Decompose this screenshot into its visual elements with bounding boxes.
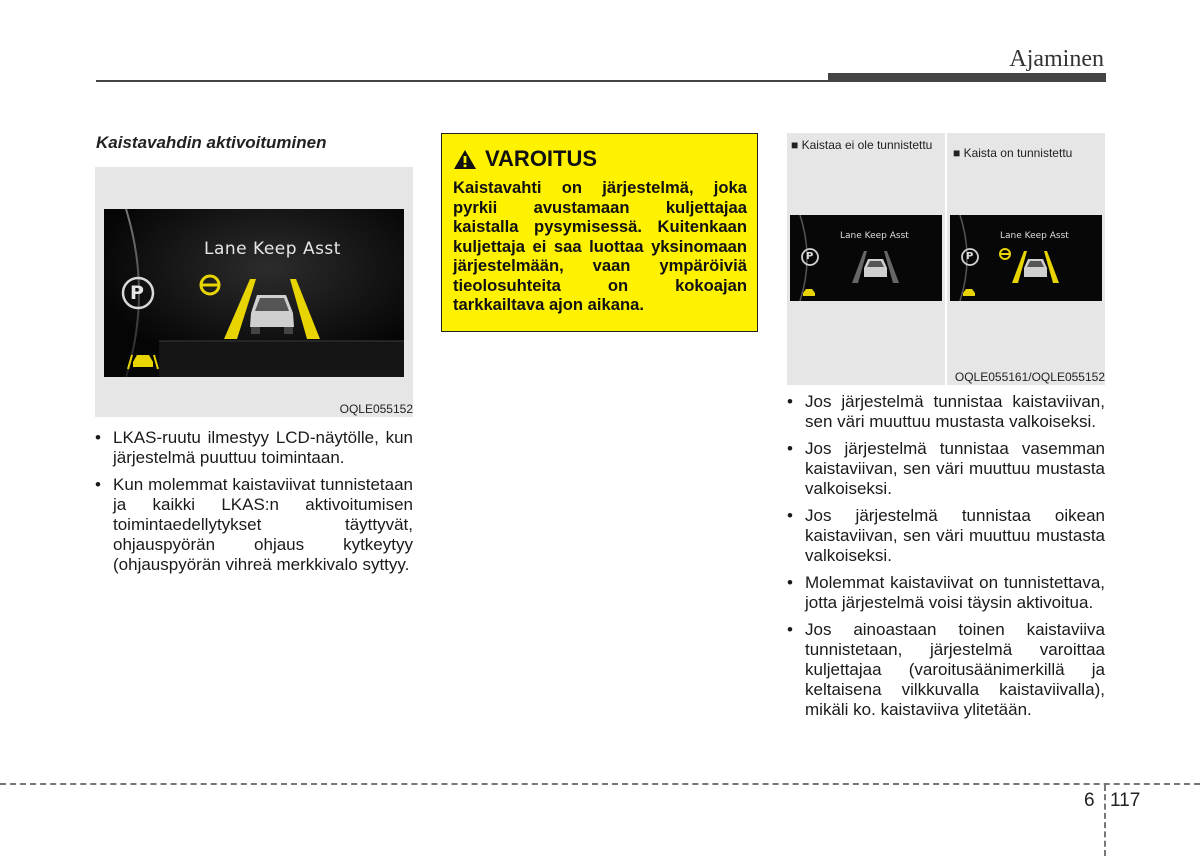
car-rear-icon bbox=[1024, 259, 1047, 277]
right-figure bbox=[787, 133, 1105, 385]
lcd-illustration bbox=[104, 209, 404, 377]
car-rear-icon bbox=[864, 259, 887, 277]
figure-code: OQLE055161/OQLE055152 bbox=[954, 370, 1105, 384]
header-rule-thick bbox=[828, 73, 1106, 82]
footer-vertical-rule bbox=[1104, 785, 1106, 856]
lcd-title: Lane Keep Asst bbox=[204, 239, 341, 259]
gear-indicator: P bbox=[966, 251, 974, 262]
list-item: • Jos ainoastaan toinen kaistaviiva tunnistetaan, järjestelmä varoittaa kuljettajaa (varoitusäänimerkillä ja keltaisena vilkkuvalla kaistaviivalla), mikäli ko. kaistaviiva ylitetään. bbox=[787, 620, 1105, 719]
figure-divider bbox=[945, 133, 947, 385]
caption-detected: ■ Kaista on tunnistettu bbox=[953, 146, 1073, 160]
page-header-title: Ajaminen bbox=[1009, 46, 1104, 72]
lcd-display-not-detected bbox=[790, 215, 942, 301]
lcd-title: Lane Keep Asst bbox=[840, 231, 909, 241]
list-item: • LKAS-ruutu ilmestyy LCD-näytölle, kun järjestelmä puuttuu toimintaan. bbox=[95, 428, 413, 467]
lcd-title: Lane Keep Asst bbox=[1000, 231, 1069, 241]
warning-heading bbox=[453, 146, 747, 172]
lcd-display-detected bbox=[950, 215, 1102, 301]
main-figure bbox=[95, 167, 413, 417]
figure-code: OQLE055152 bbox=[339, 402, 413, 416]
right-bullet-list bbox=[787, 392, 1105, 727]
gear-indicator: P bbox=[806, 251, 814, 262]
list-item: • Jos järjestelmä tunnistaa oikean kaistaviivan, sen väri muuttuu mustasta valkoiseksi. bbox=[787, 506, 1105, 565]
chapter-number: 6 bbox=[1084, 790, 1095, 811]
list-item: • Kun molemmat kaistaviivat tunnistetaan ja kaikki LKAS:n aktivoitumisen toimintaedellytykset täyttyvät, ohjauspyörän ohjaus kytkeytyy (ohjauspyörän vihreä merkkivalo syttyy. bbox=[95, 475, 413, 574]
lcd-display bbox=[104, 209, 404, 377]
list-item: • Molemmat kaistaviivat on tunnistettava, jotta järjestelmä voisi täysin aktivoitua. bbox=[787, 573, 1105, 612]
section-title: Kaistavahdin aktivoituminen bbox=[96, 133, 327, 152]
warning-heading-text: VAROITUS bbox=[485, 146, 598, 171]
warning-box bbox=[441, 133, 758, 332]
caption-not-detected: ■ Kaistaa ei ole tunnistettu bbox=[791, 138, 933, 152]
page-number: 117 bbox=[1110, 790, 1141, 811]
list-item: • Jos järjestelmä tunnistaa vasemman kaistaviivan, sen väri muuttuu mustasta valkoiseksi. bbox=[787, 439, 1105, 498]
list-item: • Jos järjestelmä tunnistaa kaistaviivan, sen väri muuttuu mustasta valkoiseksi. bbox=[787, 392, 1105, 431]
header-rule bbox=[96, 80, 828, 82]
gear-indicator: P bbox=[130, 282, 144, 304]
warning-triangle-icon bbox=[453, 149, 477, 170]
left-bullet-list bbox=[95, 428, 413, 582]
footer-rule bbox=[0, 783, 1200, 785]
warning-text: Kaistavahti on järjestelmä, joka pyrkii avustamaan kuljettajaa kaistalla pysymisessä. Kuitenkaan kuljettaja ei saa luottaa yksinomaan järjestelmään, vaan ympäröiviä tieolosuhteita on kokoajan tarkkailtava ajon aikana. bbox=[453, 178, 747, 314]
